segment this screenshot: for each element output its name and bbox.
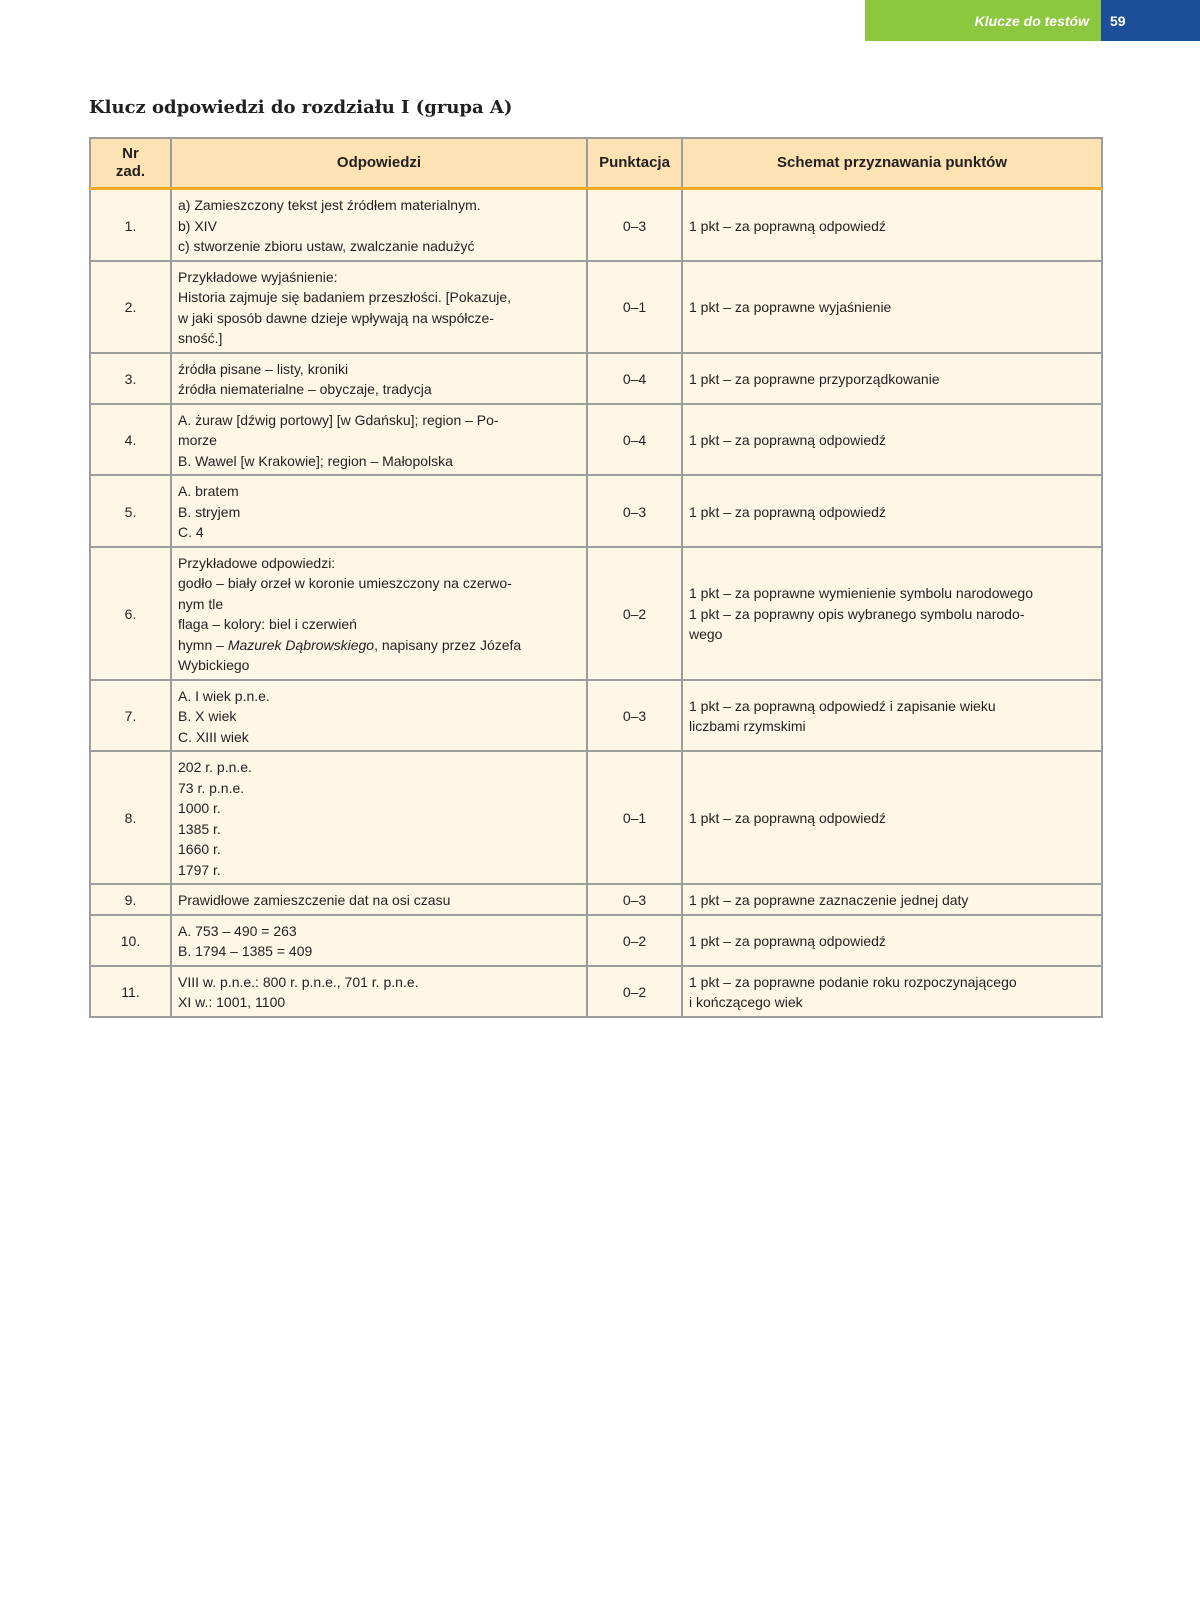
answer-line: VIII w. p.n.e.: 800 r. p.n.e., 701 r. p.n.e.	[178, 973, 419, 990]
page-number: 59	[1101, 0, 1200, 41]
points-cell: 0–4	[587, 404, 682, 476]
answer-text: , napisany przez Józefa	[374, 636, 522, 653]
answer-line: godło – biały orzeł w koronie umieszczony na czerwo-	[178, 575, 512, 591]
task-number: 10.	[90, 915, 171, 966]
scheme-line: 1 pkt – za poprawne zaznaczenie jednej daty	[689, 892, 969, 908]
scheme-cell	[682, 547, 1102, 680]
task-number: 8.	[90, 751, 171, 884]
answer-line: Prawidłowe zamieszczenie dat na osi czasu	[178, 892, 451, 908]
answer-line: B. 1794 – 1385 = 409	[178, 943, 313, 959]
column-header-scheme: Schemat przyznawania punktów	[682, 138, 1102, 189]
task-number: 1.	[90, 189, 171, 261]
answer-line: sność.]	[178, 330, 223, 346]
task-number: 5.	[90, 475, 171, 547]
scheme-line: 1 pkt – za poprawne przyporządkowanie	[689, 370, 940, 387]
table-row	[90, 915, 1102, 966]
answer-cell	[171, 751, 587, 884]
answer-line: 73 r. p.n.e.	[178, 779, 245, 796]
answer-cell	[171, 189, 587, 261]
answer-line: A. I wiek p.n.e.	[178, 687, 270, 704]
section-label: Klucze do testów	[865, 0, 1101, 41]
column-header-nr	[90, 138, 171, 189]
answer-line: C. 4	[178, 524, 204, 540]
table-row	[90, 547, 1102, 680]
answer-cell	[171, 547, 587, 680]
answer-cell	[171, 353, 587, 404]
answer-line: nym tle	[178, 595, 224, 612]
points-cell: 0–1	[587, 751, 682, 884]
scheme-line: 1 pkt – za poprawne wyjaśnienie	[689, 299, 892, 316]
points-cell: 0–3	[587, 475, 682, 547]
task-number: 9.	[90, 884, 171, 915]
scheme-cell	[682, 261, 1102, 353]
points-cell: 0–1	[587, 261, 682, 353]
scheme-line: 1 pkt – za poprawne wymienienie symbolu narodowego	[689, 585, 1033, 602]
answer-cell	[171, 884, 587, 915]
table-row	[90, 680, 1102, 752]
answer-line: flaga – kolory: biel i czerwień	[178, 616, 357, 632]
answer-line: źródła niematerialne – obyczaje, tradycja	[178, 381, 432, 397]
scheme-line: 1 pkt – za poprawną odpowiedź	[689, 217, 886, 234]
points-cell: 0–3	[587, 884, 682, 915]
answer-line: 1797 r.	[178, 861, 221, 878]
points-cell: 0–3	[587, 680, 682, 752]
answer-line: Przykładowe wyjaśnienie:	[178, 268, 338, 285]
answer-line: 1000 r.	[178, 800, 221, 816]
table-row	[90, 751, 1102, 884]
answer-key-table	[89, 137, 1103, 1018]
answer-line: Historia zajmuje się badaniem przeszłości. [Pokazuje,	[178, 289, 512, 305]
answer-line: C. XIII wiek	[178, 728, 249, 745]
scheme-line: 1 pkt – za poprawne podanie roku rozpoczynającego	[689, 973, 1017, 990]
answer-line: 1385 r.	[178, 820, 221, 837]
scheme-cell	[682, 751, 1102, 884]
points-cell: 0–3	[587, 189, 682, 261]
answer-line: A. 753 – 490 = 263	[178, 922, 297, 939]
table-header-row	[90, 138, 1102, 189]
answer-line	[178, 635, 580, 656]
column-header-answers: Odpowiedzi	[171, 138, 587, 189]
scheme-line: 1 pkt – za poprawną odpowiedź	[689, 932, 886, 949]
answer-text: hymn –	[178, 636, 228, 653]
answer-line: A. bratem	[178, 483, 239, 499]
answer-line: B. stryjem	[178, 503, 241, 520]
answer-line: 1660 r.	[178, 841, 221, 857]
answer-line: Przykładowe odpowiedzi:	[178, 554, 336, 571]
task-number: 11.	[90, 966, 171, 1017]
scheme-line: 1 pkt – za poprawną odpowiedź	[689, 810, 886, 827]
scheme-cell	[682, 353, 1102, 404]
scheme-cell	[682, 475, 1102, 547]
scheme-line: i kończącego wiek	[689, 994, 803, 1010]
answer-line: źródła pisane – listy, kroniki	[178, 360, 349, 377]
answer-cell	[171, 404, 587, 476]
table-row	[90, 261, 1102, 353]
answer-cell	[171, 915, 587, 966]
points-cell: 0–2	[587, 966, 682, 1017]
scheme-line: liczbami rzymskimi	[689, 718, 806, 735]
answer-line: Wybickiego	[178, 657, 250, 673]
scheme-cell	[682, 915, 1102, 966]
answer-line: morze	[178, 432, 217, 448]
task-number: 4.	[90, 404, 171, 476]
scheme-cell	[682, 189, 1102, 261]
answer-line: b) XIV	[178, 217, 217, 234]
points-cell: 0–4	[587, 353, 682, 404]
task-number: 2.	[90, 261, 171, 353]
answer-cell	[171, 680, 587, 752]
scheme-line: wego	[689, 626, 723, 643]
table-row	[90, 353, 1102, 404]
scheme-line: 1 pkt – za poprawną odpowiedź i zapisanie wieku	[689, 697, 996, 714]
answer-line: B. Wawel [w Krakowie]; region – Małopolska	[178, 452, 453, 469]
scheme-cell	[682, 680, 1102, 752]
table-row	[90, 884, 1102, 915]
table-row	[90, 475, 1102, 547]
answer-line: a) Zamieszczony tekst jest źródłem materialnym.	[178, 197, 481, 213]
task-number: 3.	[90, 353, 171, 404]
table-row	[90, 189, 1102, 261]
scheme-cell	[682, 966, 1102, 1017]
column-header-points: Punktacja	[587, 138, 682, 189]
answer-line: w jaki sposób dawne dzieje wpływają na współcze-	[178, 309, 494, 326]
answer-line: A. żuraw [dźwig portowy] [w Gdańsku]; region – Po-	[178, 411, 499, 428]
answer-cell	[171, 475, 587, 547]
table-row	[90, 404, 1102, 476]
points-cell: 0–2	[587, 915, 682, 966]
answer-line: c) stworzenie zbioru ustaw, zwalczanie nadużyć	[178, 238, 475, 254]
scheme-cell	[682, 884, 1102, 915]
task-number: 7.	[90, 680, 171, 752]
answer-line: XI w.: 1001, 1100	[178, 994, 286, 1010]
task-number: 6.	[90, 547, 171, 680]
scheme-line: 1 pkt – za poprawny opis wybranego symbolu narodo-	[689, 605, 1025, 622]
scheme-line: 1 pkt – za poprawną odpowiedź	[689, 503, 886, 520]
answer-line: 202 r. p.n.e.	[178, 759, 252, 775]
page-title: Klucz odpowiedzi do rozdziału I (grupa A)	[89, 97, 513, 118]
scheme-cell	[682, 404, 1102, 476]
table-body	[90, 189, 1102, 1017]
points-cell: 0–2	[587, 547, 682, 680]
answer-line: B. X wiek	[178, 708, 237, 724]
scheme-line: 1 pkt – za poprawną odpowiedź	[689, 432, 886, 448]
table-row	[90, 966, 1102, 1017]
column-header-nr-text: Nr zad.	[115, 145, 146, 180]
header-band	[865, 0, 1200, 41]
answer-cell	[171, 966, 587, 1017]
emphasis-text: Mazurek Dąbrowskiego	[227, 636, 375, 653]
answer-cell	[171, 261, 587, 353]
